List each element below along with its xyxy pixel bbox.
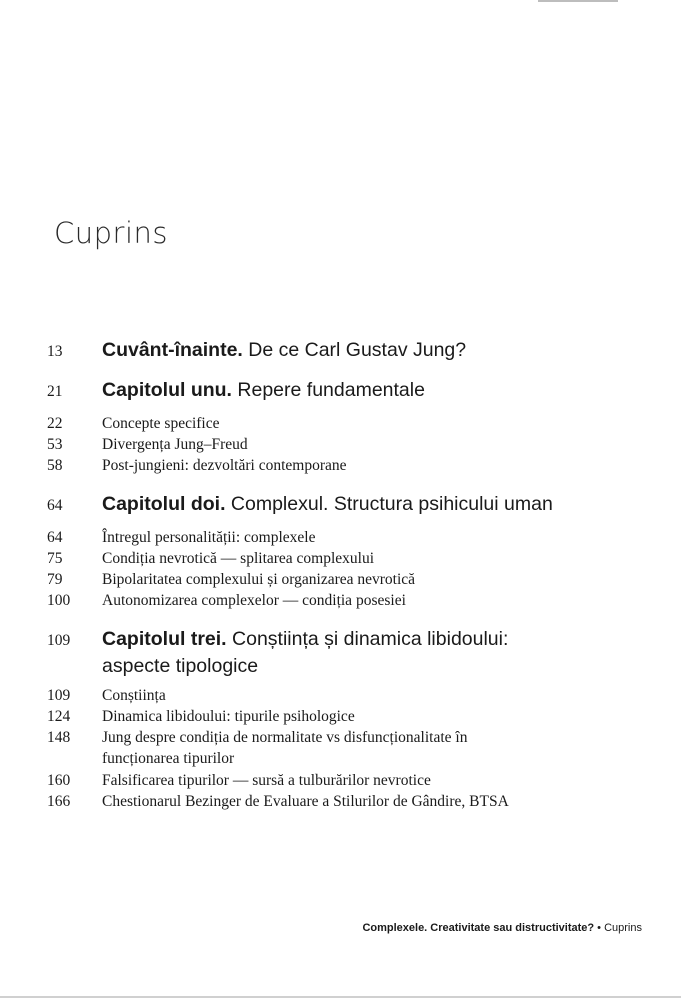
chapter-title	[102, 339, 466, 362]
chapter-page-number: 13	[47, 343, 63, 360]
chapter-subtitle: Repere fundamentale	[231, 379, 425, 401]
chapter-label: Capitolul doi.	[102, 493, 226, 515]
chapter-label: Cuvânt-înainte.	[102, 339, 243, 361]
section-title-continued: funcționarea tipurilor	[102, 750, 235, 767]
section-page-number: 22	[47, 415, 63, 432]
section-page-number: 58	[47, 457, 63, 474]
section-title: Condiția nevrotică — splitarea complexului	[102, 550, 375, 567]
section-page-number: 160	[47, 772, 71, 789]
section-page-number: 109	[47, 687, 71, 704]
chapter-subtitle: Complexul. Structura psihicului uman	[225, 493, 553, 515]
bottom-rule	[0, 996, 681, 998]
chapter-page-number: 109	[47, 632, 71, 649]
section-title: Conștiința	[102, 687, 166, 704]
section-page-number: 64	[47, 529, 63, 546]
section-title: Dinamica libidoului: tipurile psihologice	[102, 708, 355, 725]
chapter-page-number: 64	[47, 497, 63, 514]
top-rule	[538, 0, 618, 2]
chapter-title	[102, 379, 425, 402]
section-title: Autonomizarea complexelor — condiția posesiei	[102, 592, 406, 609]
section-page-number: 124	[47, 708, 71, 725]
chapter-subtitle: De ce Carl Gustav Jung?	[242, 339, 467, 361]
chapter-label: Capitolul trei.	[102, 628, 227, 650]
chapter-title	[102, 628, 508, 651]
footer-book-title: Complexele. Creativitate sau distructivitate?	[362, 922, 595, 934]
section-title: Concepte specifice	[102, 415, 220, 432]
section-page-number: 75	[47, 550, 63, 567]
section-page-number: 100	[47, 592, 71, 609]
page-title: Cuprins	[54, 216, 169, 250]
footer-separator: •	[594, 922, 605, 934]
chapter-title	[102, 493, 553, 516]
section-page-number: 53	[47, 436, 63, 453]
section-title: Bipolaritatea complexului și organizarea nevrotică	[102, 571, 416, 588]
section-page-number: 166	[47, 793, 71, 810]
footer-section: Cuprins	[604, 922, 642, 934]
chapter-page-number: 21	[47, 383, 63, 400]
chapter-subtitle: Conștiința și dinamica libidoului:	[226, 628, 509, 650]
chapter-subtitle-continued: aspecte tipologice	[102, 655, 259, 677]
section-title: Falsificarea tipurilor — sursă a tulburărilor nevrotice	[102, 772, 431, 789]
section-title: Întregul personalității: complexele	[102, 529, 316, 546]
section-title: Divergența Jung–Freud	[102, 436, 248, 453]
section-page-number: 79	[47, 571, 63, 588]
chapter-label: Capitolul unu.	[102, 379, 232, 401]
section-title: Jung despre condiția de normalitate vs disfuncționalitate în	[102, 729, 468, 746]
section-page-number: 148	[47, 729, 71, 746]
section-title: Chestionarul Bezinger de Evaluare a Stilurilor de Gândire, BTSA	[102, 793, 509, 810]
section-title: Post-jungieni: dezvoltări contemporane	[102, 457, 347, 474]
running-footer	[362, 922, 642, 934]
